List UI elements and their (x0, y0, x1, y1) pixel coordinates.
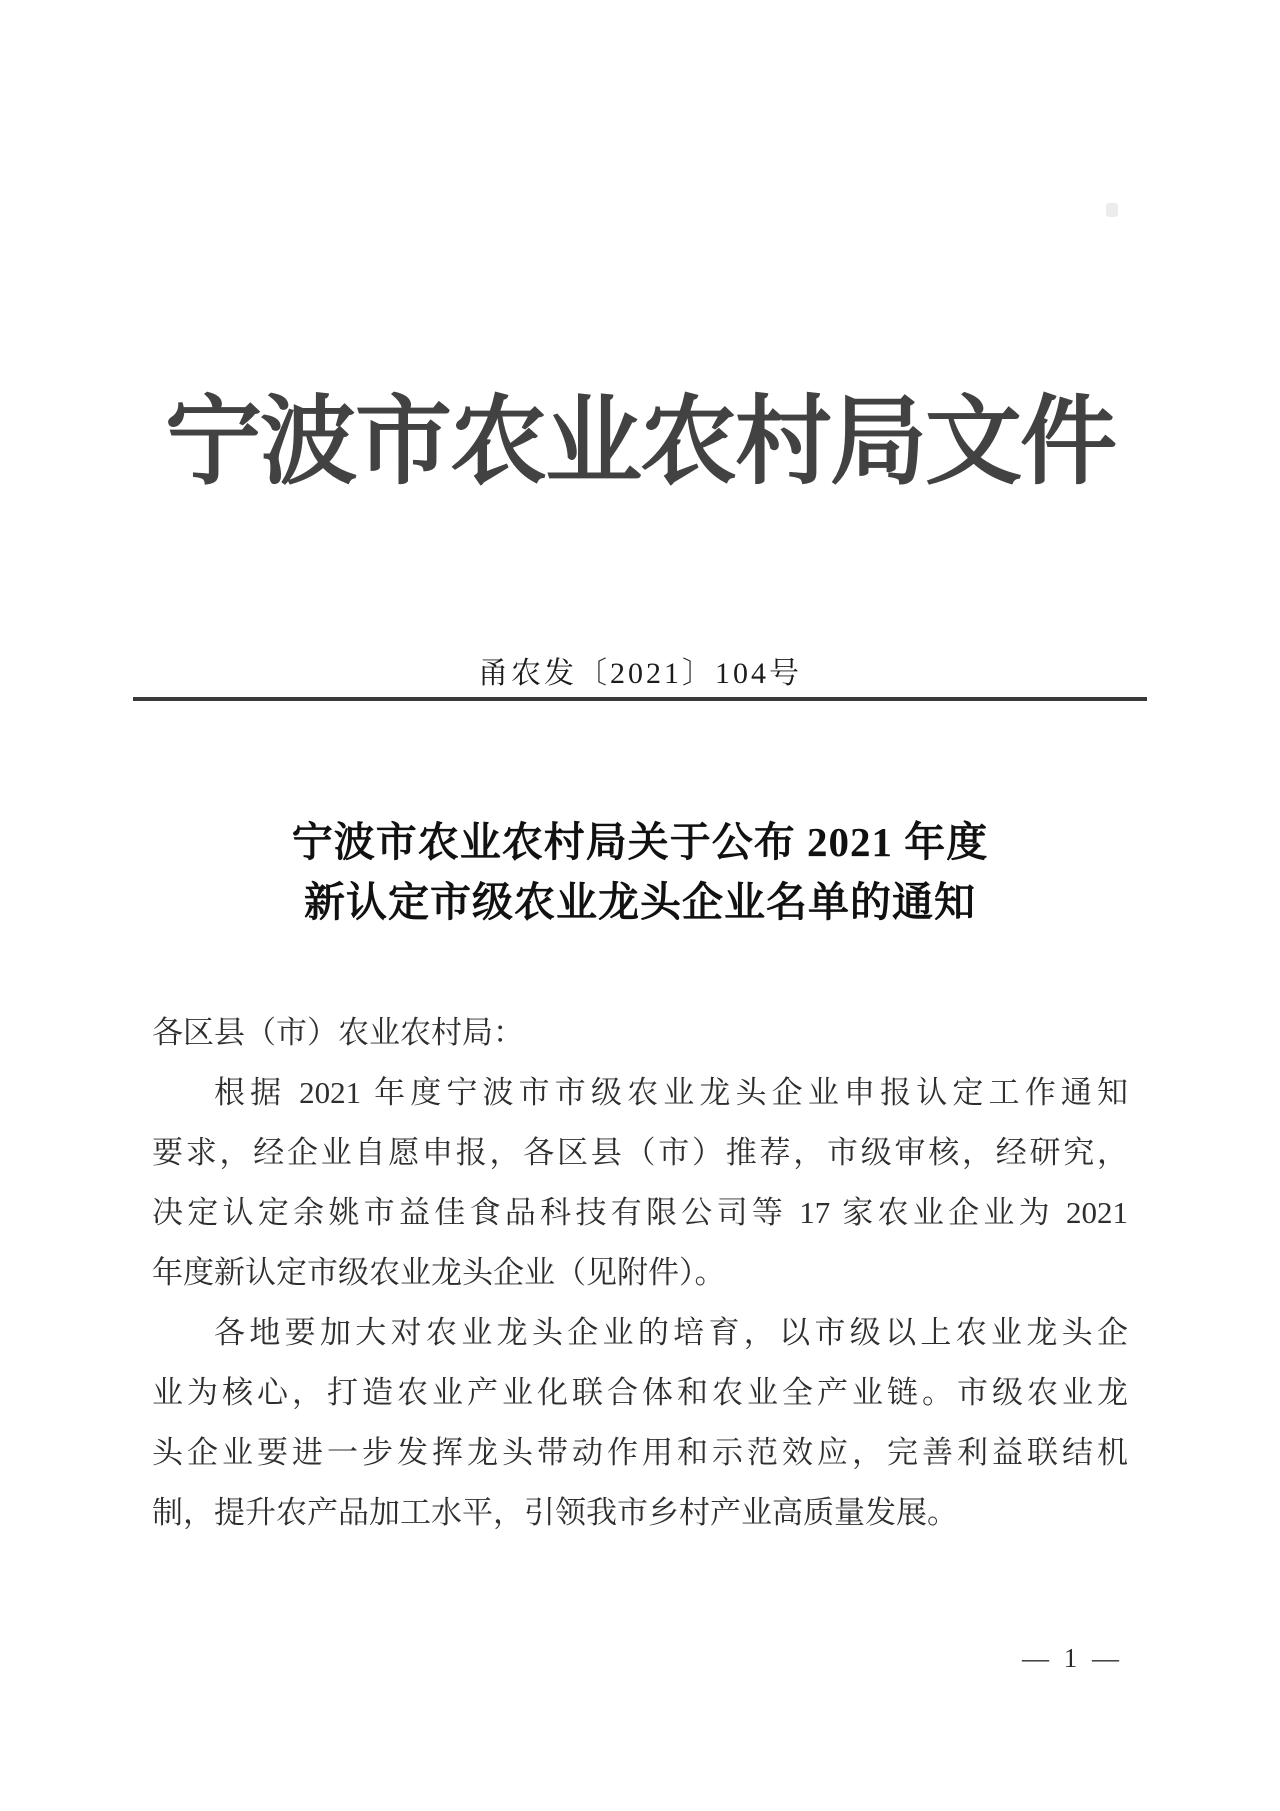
subject-title-line-1: 宁波市农业农村局关于公布 2021 年度 (291, 819, 989, 865)
agency-masthead-title: 宁波市农业农村局文件 (165, 389, 1115, 496)
document-subject-title (0, 812, 1280, 932)
salutation-line: 各区县（市）农业农村局： (152, 1015, 524, 1050)
body-line: 要求，经企业自愿申报，各区县（市）推荐，市级审核，经研究， (152, 1135, 1128, 1170)
document-reference-number: 甬农发〔2021〕104号 (478, 657, 802, 690)
body-line: 根据 2021 年度宁波市市级农业龙头企业申报认定工作通知 (214, 1075, 1128, 1110)
body-line: 各地要加大对农业龙头企业的培育，以市级以上农业龙头企 (214, 1315, 1128, 1350)
masthead-rule-divider (133, 697, 1147, 701)
body-line: 制，提升农产品加工水平，引领我市乡村产业高质量发展。 (152, 1495, 958, 1530)
body-line: 业为核心，打造农业产业化联合体和农业全产业链。市级农业龙 (152, 1375, 1128, 1410)
page-number: — 1 — (1022, 1643, 1123, 1673)
document-body (152, 1003, 1128, 1543)
body-line: 决定认定余姚市益佳食品科技有限公司等 17 家农业企业为 2021 (152, 1195, 1128, 1230)
body-line: 头企业要进一步发挥龙头带动作用和示范效应，完善利益联结机 (152, 1435, 1128, 1470)
subject-title-line-2: 新认定市级农业龙头企业名单的通知 (304, 879, 976, 925)
body-line: 年度新认定市级农业龙头企业（见附件）。 (152, 1255, 726, 1290)
scan-artifact (1106, 203, 1118, 217)
